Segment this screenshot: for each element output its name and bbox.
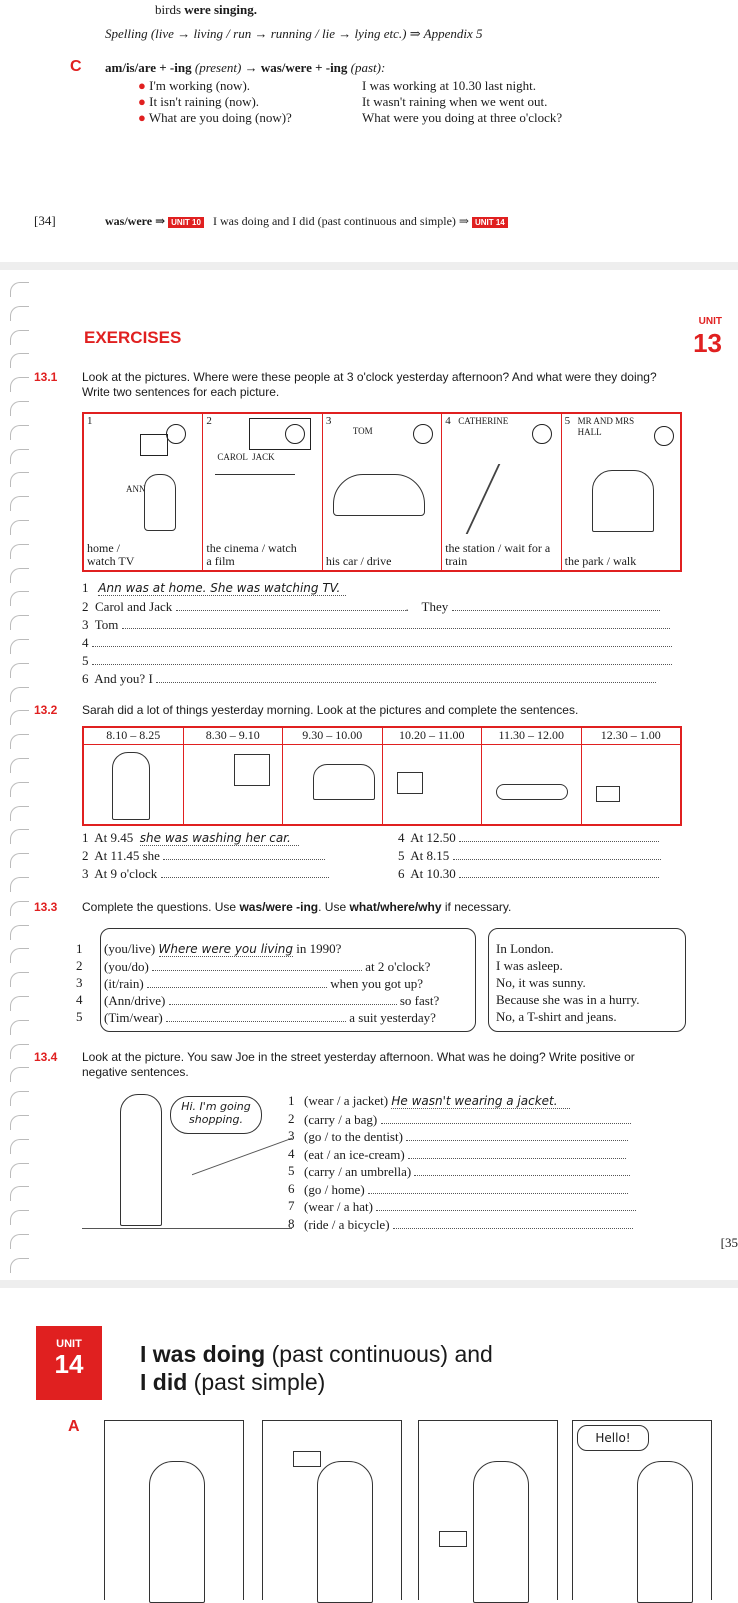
answer-line: 1 Ann was at home. She was watching TV. (82, 580, 682, 596)
comic-panel (104, 1420, 244, 1600)
binding-ring (10, 401, 29, 416)
person-icon (637, 1461, 693, 1603)
binding-ring (10, 520, 29, 535)
page-number: [34] (34, 213, 56, 228)
example-present: ● What are you doing (now)? (138, 110, 292, 125)
sample-answer: she was washing her car. (140, 831, 299, 846)
binding-ring (10, 449, 29, 464)
picture-caption: home / watch TV (87, 542, 147, 568)
exercises-heading: EXERCISES (84, 328, 182, 347)
binding-ring (10, 758, 29, 773)
time-label: 8.30 – 9.10 (184, 728, 283, 745)
sample-answer: Ann was at home. She was watching TV. (98, 581, 346, 596)
binding-ring (10, 1186, 29, 1201)
binding-ring (10, 1067, 29, 1082)
tv-icon (140, 434, 168, 456)
binding-ring (10, 877, 29, 892)
binding-ring (10, 353, 29, 368)
person-icon (473, 1461, 529, 1603)
picture-panel: 1 ANN home / watch TV (84, 414, 203, 570)
unit-label: UNIT (698, 316, 722, 327)
answer-line: 5 (82, 653, 682, 669)
binding-ring (10, 853, 29, 868)
binding-ring (10, 1139, 29, 1154)
answer-line: 4 At 12.50 (398, 830, 659, 846)
stairs-icon (192, 1138, 292, 1245)
previous-page-fragment (0, 0, 738, 262)
unit-tag: UNIT 14 (472, 217, 508, 228)
item-row: (carry / a bag) (304, 1111, 684, 1129)
time-panel (482, 728, 582, 824)
railway-track-icon (466, 464, 562, 534)
question-row: (Ann/drive) so fast? (104, 993, 440, 1008)
examples-past (362, 78, 562, 126)
time-label: 9.30 – 10.00 (283, 728, 382, 745)
binding-ring (10, 425, 29, 440)
clock-icon (654, 426, 674, 446)
clock-icon (413, 424, 433, 444)
reply: In London. (496, 941, 554, 956)
unit-title: I was doing (past continuous) and I did (past simple) (140, 1341, 493, 1395)
picture-caption: the park / walk (565, 555, 670, 568)
binding-ring (10, 996, 29, 1011)
section-letter-a: A (68, 1418, 80, 1435)
binding-ring (10, 330, 29, 345)
binding-ring (10, 734, 29, 749)
picture-panel: 4 CATHERINE the station / wait for a train (442, 414, 561, 570)
binding-ring (10, 591, 29, 606)
binding-ring (10, 615, 29, 630)
speech-bubble: Hello! (577, 1425, 649, 1451)
time-panel (184, 728, 284, 824)
phone-icon (596, 786, 620, 802)
person-icon (317, 1461, 373, 1603)
answer-line: 6 At 10.30 (398, 866, 659, 882)
answer-blank[interactable] (92, 636, 672, 647)
exercise-number: 13.3 (34, 900, 58, 914)
picture-caption: his car / drive (326, 555, 436, 568)
binding-ring (10, 306, 29, 321)
answer-line: 6 And you? I (82, 671, 682, 687)
items-list (304, 1092, 684, 1233)
top-line: birds were singing. (155, 2, 257, 17)
exercise-instructions: Complete the questions. Use was/were -ing. Use what/where/why if necessary. (82, 900, 512, 914)
picture-strip (82, 412, 682, 572)
answer-blank[interactable] (393, 1218, 633, 1229)
example-past: What were you doing at three o'clock? (362, 110, 563, 125)
examples-present (138, 78, 292, 126)
binding-ring (10, 496, 29, 511)
section-letter-c: C (70, 58, 82, 75)
item-row: (eat / an ice-cream) (304, 1146, 684, 1164)
time-label: 8.10 – 8.25 (84, 728, 183, 745)
speech-text: Hi. I'm going shopping. (181, 1100, 251, 1126)
answer-line: 3 Tom (82, 617, 682, 633)
time-picture-strip (82, 726, 682, 826)
swimmer-icon (496, 784, 568, 800)
questions-list (104, 940, 470, 1026)
item-row: (go / home) (304, 1181, 684, 1199)
binding-ring (10, 901, 29, 916)
binding-ring (10, 1210, 29, 1225)
reply: I was asleep. (496, 958, 563, 973)
cross-reference-footer: was/were ⇒ UNIT 10 I was doing and I did (past continuous and simple) ⇒ UNIT 14 (105, 214, 508, 229)
binding-ring (10, 472, 29, 487)
exercise-instructions: Look at the picture. You saw Joe in the street yesterday afternoon. What was he doing? Write positive or negative sentences. (82, 1050, 635, 1079)
answer-blank[interactable] (156, 672, 656, 683)
binding-ring (10, 1091, 29, 1106)
answer-blank[interactable] (166, 1011, 346, 1022)
binding-ring (10, 925, 29, 940)
page-separator (0, 262, 738, 270)
binding-ring (10, 1163, 29, 1178)
person-icon (149, 1461, 205, 1603)
item-row: (ride / a bicycle) (304, 1216, 684, 1234)
person-icon (112, 752, 150, 820)
page-number: [35 (720, 1235, 738, 1250)
time-label: 12.30 – 1.00 (582, 728, 681, 745)
sample-answer: Where were you living (158, 942, 294, 956)
audience-icon (215, 474, 295, 525)
answer-blank[interactable] (122, 618, 670, 629)
question-row: (you/live) Where were you living in 1990? (104, 941, 342, 956)
picture-panel: 3 TOM his car / drive (323, 414, 442, 570)
binding-ring (10, 282, 29, 297)
comic-panel (418, 1420, 558, 1600)
binding-ring (10, 544, 29, 559)
exercises-page (0, 270, 738, 1280)
exercise-number: 13.2 (34, 703, 58, 717)
answer-line: 3 At 9 o'clock (82, 866, 329, 882)
question-row: (it/rain) when you got up? (104, 976, 424, 991)
time-label: 11.30 – 12.00 (482, 728, 581, 745)
phone-icon (439, 1531, 467, 1547)
picture-caption: the cinema / watch a film (206, 542, 301, 568)
binding-ring (10, 377, 29, 392)
next-unit-page (0, 1288, 738, 1599)
answer-blank[interactable] (459, 831, 659, 842)
binding-ring (10, 948, 29, 963)
unit-label: UNIT (56, 1338, 82, 1350)
binding-ring (10, 1115, 29, 1130)
binding-ring (10, 806, 29, 821)
reply: No, it was sunny. (496, 975, 586, 990)
phone-icon (293, 1451, 321, 1467)
binding-ring (10, 568, 29, 583)
answer-blank[interactable] (176, 600, 406, 611)
spelling-note: Spelling (live → living / run → running / lie → lying etc.) ⇒ Appendix 5 (105, 26, 483, 41)
binding-ring (10, 663, 29, 678)
exercise-instructions: Look at the pictures. Where were these people at 3 o'clock yesterday afternoon? And what were they doing? Write two sentences for each picture. (82, 370, 657, 399)
clock-icon (166, 424, 186, 444)
answer-line: 5 At 8.15 (398, 848, 661, 864)
binding-ring (10, 687, 29, 702)
answer-blank[interactable] (92, 654, 672, 665)
binding-ring (10, 1234, 29, 1249)
answer-blank[interactable] (368, 1183, 628, 1194)
sample-answer: He wasn't wearing a jacket. (391, 1094, 569, 1109)
question-numbers: 1 2 3 4 5 (76, 941, 83, 1024)
person-name: MR AND MRS HALL (577, 416, 635, 437)
answer-blank[interactable] (408, 1148, 626, 1159)
picture-caption: the station / wait for a train (445, 541, 551, 568)
couple-icon (592, 470, 654, 532)
comic-panel (262, 1420, 402, 1600)
person-name: ANN (126, 484, 146, 494)
answer-blank[interactable] (414, 1165, 630, 1176)
time-panel (84, 728, 184, 824)
answer-line: 2 At 11.45 she (82, 848, 325, 864)
person-name: TOM (352, 426, 373, 436)
rule-line: am/is/are + -ing (present) → was/were + -ing (past): (105, 60, 386, 75)
binding-ring (10, 1020, 29, 1035)
binding-ring (10, 1258, 29, 1273)
radio-icon (397, 772, 423, 794)
answer-line: 1 At 9.45 she was washing her car. (82, 830, 299, 846)
answer-blank[interactable] (452, 600, 660, 611)
answer-line: 4 (82, 635, 682, 651)
item-row: (carry / an umbrella) (304, 1163, 684, 1181)
comic-panel (572, 1420, 712, 1600)
answer-blank[interactable] (453, 849, 661, 860)
example-present: ● It isn't raining (now). (138, 94, 260, 109)
time-label: 10.20 – 11.00 (383, 728, 482, 745)
answer-blank[interactable] (406, 1130, 628, 1141)
reply: No, a T-shirt and jeans. (496, 1009, 617, 1024)
answer-blank[interactable] (147, 977, 327, 988)
time-panel (283, 728, 383, 824)
car-icon (313, 764, 375, 800)
answer-blank[interactable] (169, 994, 397, 1005)
picture-panel: 2 CAROL JACK the cinema / watch a film (203, 414, 322, 570)
item-row: (wear / a hat) (304, 1198, 684, 1216)
binding-ring (10, 1044, 29, 1059)
binding-ring (10, 639, 29, 654)
binding-ring (10, 782, 29, 797)
picture-panel: 5 MR AND MRS HALL the park / walk (562, 414, 680, 570)
person-icon (120, 1094, 162, 1226)
reply: Because she was in a hurry. (496, 992, 640, 1007)
answer-line: 2 Carol and Jack . They (82, 599, 682, 615)
item-row: (go / to the dentist) (304, 1128, 684, 1146)
question-row: (you/do) at 2 o'clock? (104, 959, 431, 974)
question-row: (Tim/wear) a suit yesterday? (104, 1010, 436, 1025)
page-separator (0, 1280, 738, 1288)
item-row: (wear / a jacket) He wasn't wearing a jacket. (304, 1092, 684, 1111)
car-icon (333, 474, 425, 516)
newspaper-icon (234, 754, 270, 786)
exercise-instructions: Sarah did a lot of things yesterday morning. Look at the pictures and complete the sentences. (82, 703, 579, 717)
answer-blank[interactable] (161, 867, 329, 878)
exercise-number: 13.1 (34, 370, 58, 384)
person-name: CATHERINE (458, 416, 509, 426)
unit-number: 14 (54, 1349, 84, 1379)
person-icon (144, 474, 176, 531)
answer-blank[interactable] (163, 849, 325, 860)
exercise-number: 13.4 (34, 1050, 58, 1064)
person-name: CAROL JACK (217, 452, 275, 462)
time-panel (383, 728, 483, 824)
answer-blank[interactable] (459, 867, 659, 878)
unit-number: 13 (693, 328, 722, 358)
unit-badge (36, 1326, 102, 1400)
answer-blank[interactable] (376, 1200, 636, 1211)
time-panel (582, 728, 681, 824)
unit-tag: UNIT 10 (168, 217, 204, 228)
answer-blank[interactable] (381, 1113, 631, 1124)
item-numbers: 1 2 3 4 5 6 7 8 (288, 1093, 295, 1231)
binding-ring (10, 972, 29, 987)
answer-blank[interactable] (152, 960, 362, 971)
binding-ring (10, 710, 29, 725)
binding-ring (10, 829, 29, 844)
clock-icon (532, 424, 552, 444)
example-past: It wasn't raining when we went out. (362, 94, 548, 109)
replies-list (496, 940, 640, 1025)
example-past: I was working at 10.30 last night. (362, 78, 537, 93)
example-present: ● I'm working (now). (138, 78, 251, 93)
